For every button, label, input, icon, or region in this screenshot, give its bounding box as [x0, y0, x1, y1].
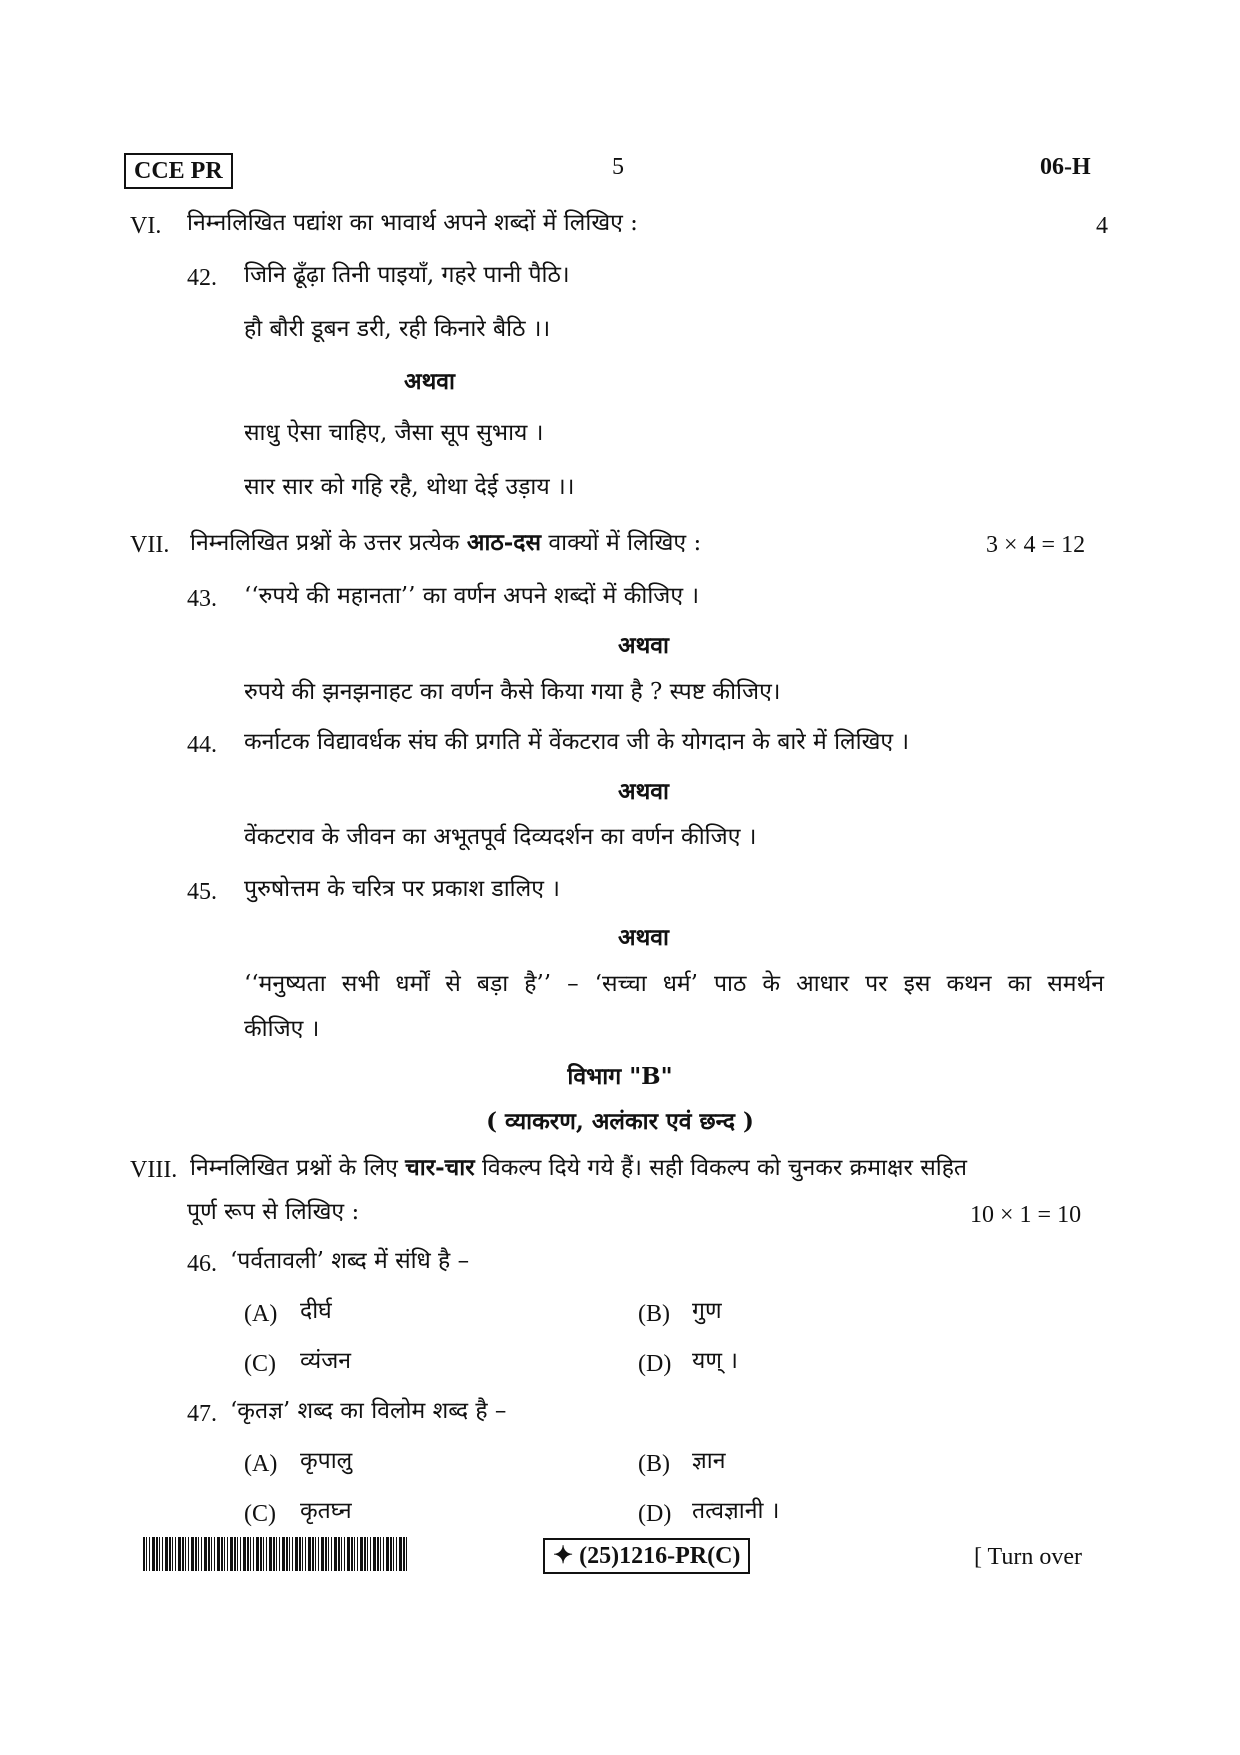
section-viii-instruction-bold: चार-चार — [405, 1154, 475, 1181]
question-number-46: 46. — [187, 1251, 217, 1277]
section-vi-numeral: VI. — [130, 213, 162, 239]
section-viii-marks: 10 × 1 = 10 — [970, 1202, 1082, 1228]
question-43-alt-text: रुपये की झनझनाहट का वर्णन कैसे किया गया है ? स्पष्ट कीजिए। — [244, 679, 781, 705]
section-vii-instruction-bold: आठ-दस — [466, 529, 542, 556]
section-vii-instruction — [190, 527, 701, 559]
question-45-text: पुरुषोत्तम के चरित्र पर प्रकाश डालिए । — [244, 876, 560, 902]
part-b-subtitle: ( व्याकरण, अलंकार एवं छन्द ) — [486, 1108, 754, 1135]
subject-code: 06-H — [1040, 154, 1091, 180]
athva-label: अथवा — [404, 368, 456, 395]
question-45-alt-line-2: कीजिए । — [244, 1016, 320, 1042]
section-viii-instruction-line-2: पूर्ण रूप से लिखिए : — [187, 1199, 360, 1225]
section-vii-instruction-pre: निम्नलिखित प्रश्नों के उत्तर प्रत्येक — [190, 530, 460, 556]
turn-over-label: [ Turn over — [974, 1544, 1083, 1570]
section-vi-marks: 4 — [1096, 213, 1108, 239]
option-text: कृपालु — [300, 1448, 353, 1474]
part-b-title: विभाग "B" — [567, 1063, 673, 1090]
option-text: यण् । — [692, 1348, 738, 1374]
question-46-text: ‘पर्वतावली’ शब्द में संधि है – — [230, 1248, 470, 1274]
question-45-alt-line-1: ‘‘मनुष्यता सभी धर्मों से बड़ा है’’ – ‘सच्चा धर्म’ पाठ के आधार पर इस कथन का समर्थन — [244, 971, 1104, 997]
section-viii-instruction — [190, 1152, 967, 1184]
section-viii-instruction-pre: निम्नलिखित प्रश्नों के लिए — [190, 1155, 398, 1181]
section-vii-numeral: VII. — [130, 532, 170, 558]
page-number: 5 — [612, 154, 624, 180]
option-label: (A) — [244, 1301, 278, 1327]
option-label: (A) — [244, 1451, 278, 1477]
section-vii-marks: 3 × 4 = 12 — [986, 532, 1086, 558]
question-42-line-1: जिनि ढूँढ़ा तिनी पाइयाँ, गहरे पानी पैठि। — [244, 262, 570, 288]
section-viii-instruction-post: विकल्प दिये गये हैं। सही विकल्प को चुनकर क्रमाक्षर सहित — [481, 1155, 968, 1181]
question-44-alt-text: वेंकटराव के जीवन का अभूतपूर्व दिव्यदर्शन का वर्णन कीजिए । — [244, 824, 757, 850]
question-43-text: ‘‘रुपये की महानता’’ का वर्णन अपने शब्दों में कीजिए । — [244, 583, 700, 609]
question-number-43: 43. — [187, 586, 217, 612]
question-42-alt-line-1: साधु ऐसा चाहिए, जैसा सूप सुभाय । — [244, 420, 544, 446]
question-number-44: 44. — [187, 732, 217, 758]
question-number-42: 42. — [187, 265, 217, 291]
option-label: (C) — [244, 1351, 276, 1377]
section-vii-instruction-post: वाक्यों में लिखिए : — [548, 530, 702, 556]
option-label: (B) — [638, 1451, 670, 1477]
option-text: तत्वज्ञानी । — [692, 1498, 780, 1524]
section-vi-instruction: निम्नलिखित पद्यांश का भावार्थ अपने शब्दों में लिखिए : — [187, 210, 638, 236]
paper-code-box: CCE PR — [124, 153, 233, 189]
question-42-line-2: हौ बौरी डूबन डरी, रही किनारे बैठि ।। — [244, 316, 551, 342]
option-text: ज्ञान — [692, 1448, 726, 1474]
option-label: (B) — [638, 1301, 670, 1327]
section-viii-numeral: VIII. — [130, 1157, 178, 1183]
option-text: दीर्घ — [300, 1298, 332, 1324]
option-label: (C) — [244, 1501, 276, 1527]
option-text: गुण — [692, 1298, 722, 1324]
athva-label: अथवा — [618, 632, 670, 659]
option-text: कृतघ्न — [300, 1498, 352, 1524]
question-47-text: ‘कृतज्ञ’ शब्द का विलोम शब्द है – — [230, 1398, 507, 1424]
athva-label: अथवा — [618, 778, 670, 805]
barcode — [143, 1537, 408, 1571]
option-text: व्यंजन — [300, 1348, 352, 1374]
footer-paper-code: ✦ (25)1216-PR(C) — [543, 1538, 750, 1574]
question-42-alt-line-2: सार सार को गहि रहै, थोथा देई उड़ाय ।। — [244, 474, 575, 500]
athva-label: अथवा — [618, 924, 670, 951]
option-label: (D) — [638, 1351, 672, 1377]
question-number-45: 45. — [187, 879, 217, 905]
question-number-47: 47. — [187, 1401, 217, 1427]
question-44-text: कर्नाटक विद्यावर्धक संघ की प्रगति में वेंकटराव जी के योगदान के बारे में लिखिए । — [244, 729, 910, 755]
option-label: (D) — [638, 1501, 672, 1527]
